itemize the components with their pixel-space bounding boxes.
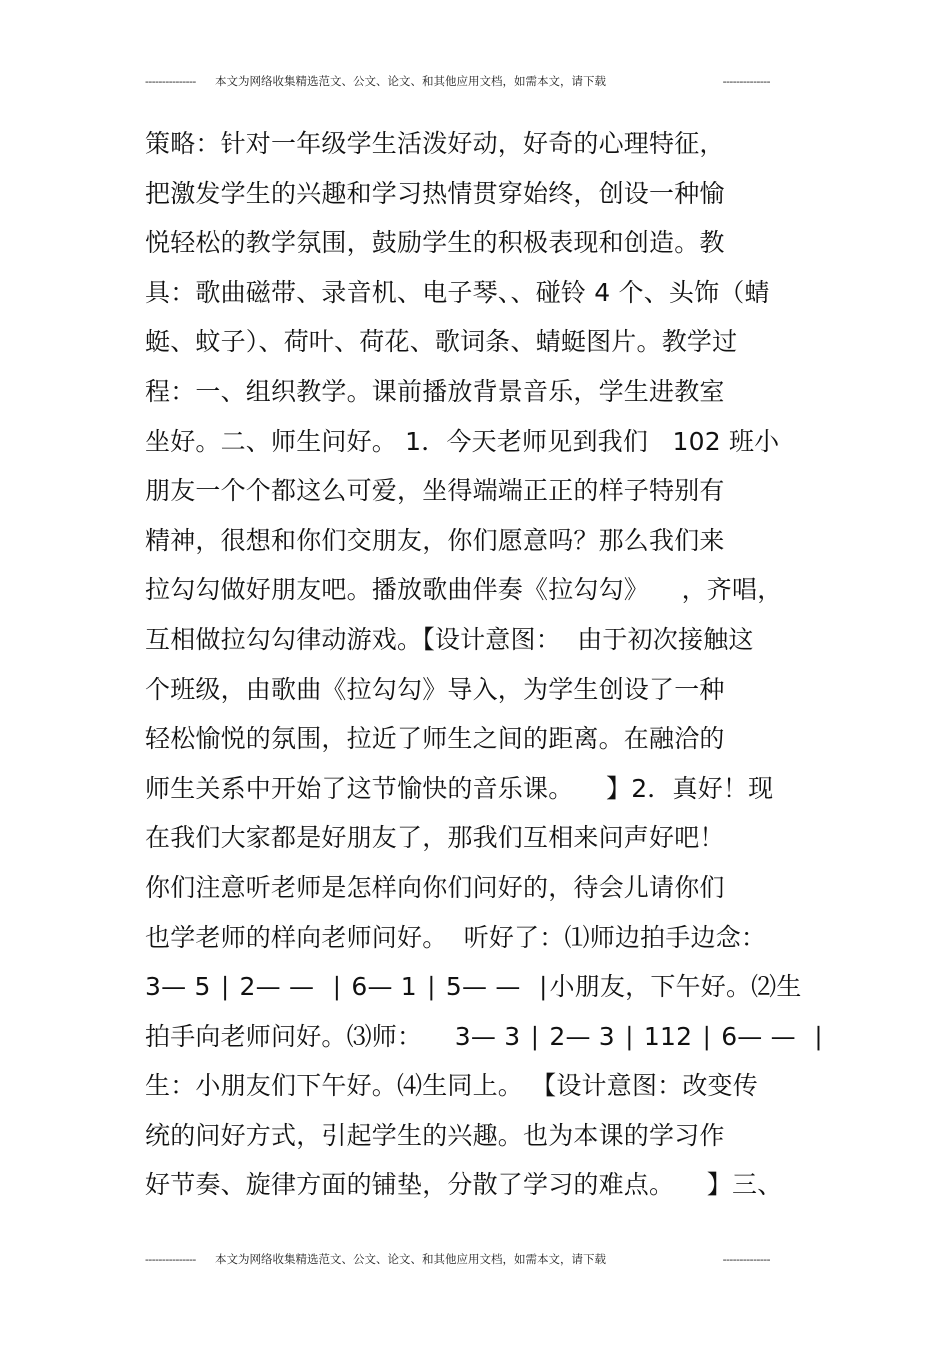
text-line: 蜓、蚊子）、荷叶、荷花、歌词条、蜻蜓图片。教学过: [145, 327, 738, 357]
text-line: 3— 5 ∣ 2— — ∣ 6— 1 ∣ 5— — ∣小朋友，下午好。⑵生: [145, 972, 802, 1002]
text-line: 在我们大家都是好朋友了，那我们互相来问声好吧！: [145, 823, 725, 853]
text-line: 把激发学生的兴趣和学习热情贯穿始终，创设一种愉: [145, 178, 725, 208]
document-body: [145, 119, 825, 1210]
text-line: 也学老师的样向老师问好。 听好了：⑴师边拍手边念：: [145, 922, 767, 952]
header-dash-right: --------------: [722, 74, 770, 88]
header-dash-left: ---------------: [145, 74, 196, 88]
text-line: 轻松愉悦的氛围，拉近了师生之间的距离。在融洽的: [145, 724, 725, 754]
page-header: [145, 71, 770, 91]
text-line: 你们注意听老师是怎样向你们问好的，待会儿请你们: [145, 872, 725, 902]
footer-notice: 本文为网络收集精选范文、公文、论文、和其他应用文档，如需本文，请下载: [215, 1252, 606, 1266]
page-footer: [145, 1249, 770, 1269]
text-line: 生：小朋友们下午好。⑷生同上。 【设计意图：改变传: [145, 1071, 758, 1101]
text-line: 朋友一个个都这么可爱，坐得端端正正的样子特别有: [145, 476, 725, 506]
text-line: 师生关系中开始了这节愉快的音乐课。 】2．真好！现: [145, 773, 774, 803]
footer-dash-left: ---------------: [145, 1252, 196, 1266]
header-notice: 本文为网络收集精选范文、公文、论文、和其他应用文档，如需本文，请下载: [215, 74, 606, 88]
text-line: 好节奏、旋律方面的铺垫，分散了学习的难点。 】三、: [145, 1170, 783, 1200]
footer-dash-right: --------------: [722, 1252, 770, 1266]
text-line: 悦轻松的教学氛围，鼓励学生的积极表现和创造。教: [145, 228, 725, 258]
text-line: 互相做拉勾勾律动游戏。【设计意图： 由于初次接触这: [145, 624, 754, 654]
text-line: 程：一、组织教学。课前播放背景音乐，学生进教室: [145, 376, 725, 406]
text-line: 坐好。二、师生问好。 1．今天老师见到我们 102 班小: [145, 426, 780, 456]
text-line: 具：歌曲磁带、录音机、电子琴、、碰铃 4 个、头饰（蜻: [145, 277, 770, 307]
text-line: 策略：针对一年级学生活泼好动，好奇的心理特征，: [145, 129, 725, 158]
text-line: 统的问好方式，引起学生的兴趣。也为本课的学习作: [145, 1120, 725, 1150]
text-line: 精神，很想和你们交朋友，你们愿意吗？那么我们来: [145, 525, 725, 555]
text-line: 个班级，由歌曲《拉勾勾》导入，为学生创设了一种: [145, 674, 725, 704]
text-line: 拉勾勾做好朋友吧。播放歌曲伴奏《拉勾勾》 ，齐唱，: [145, 575, 783, 605]
text-line: 拍手向老师问好。⑶师： 3— 3 ∣ 2— 3 ∣ 112 ∣ 6— — ∣: [145, 1021, 825, 1051]
